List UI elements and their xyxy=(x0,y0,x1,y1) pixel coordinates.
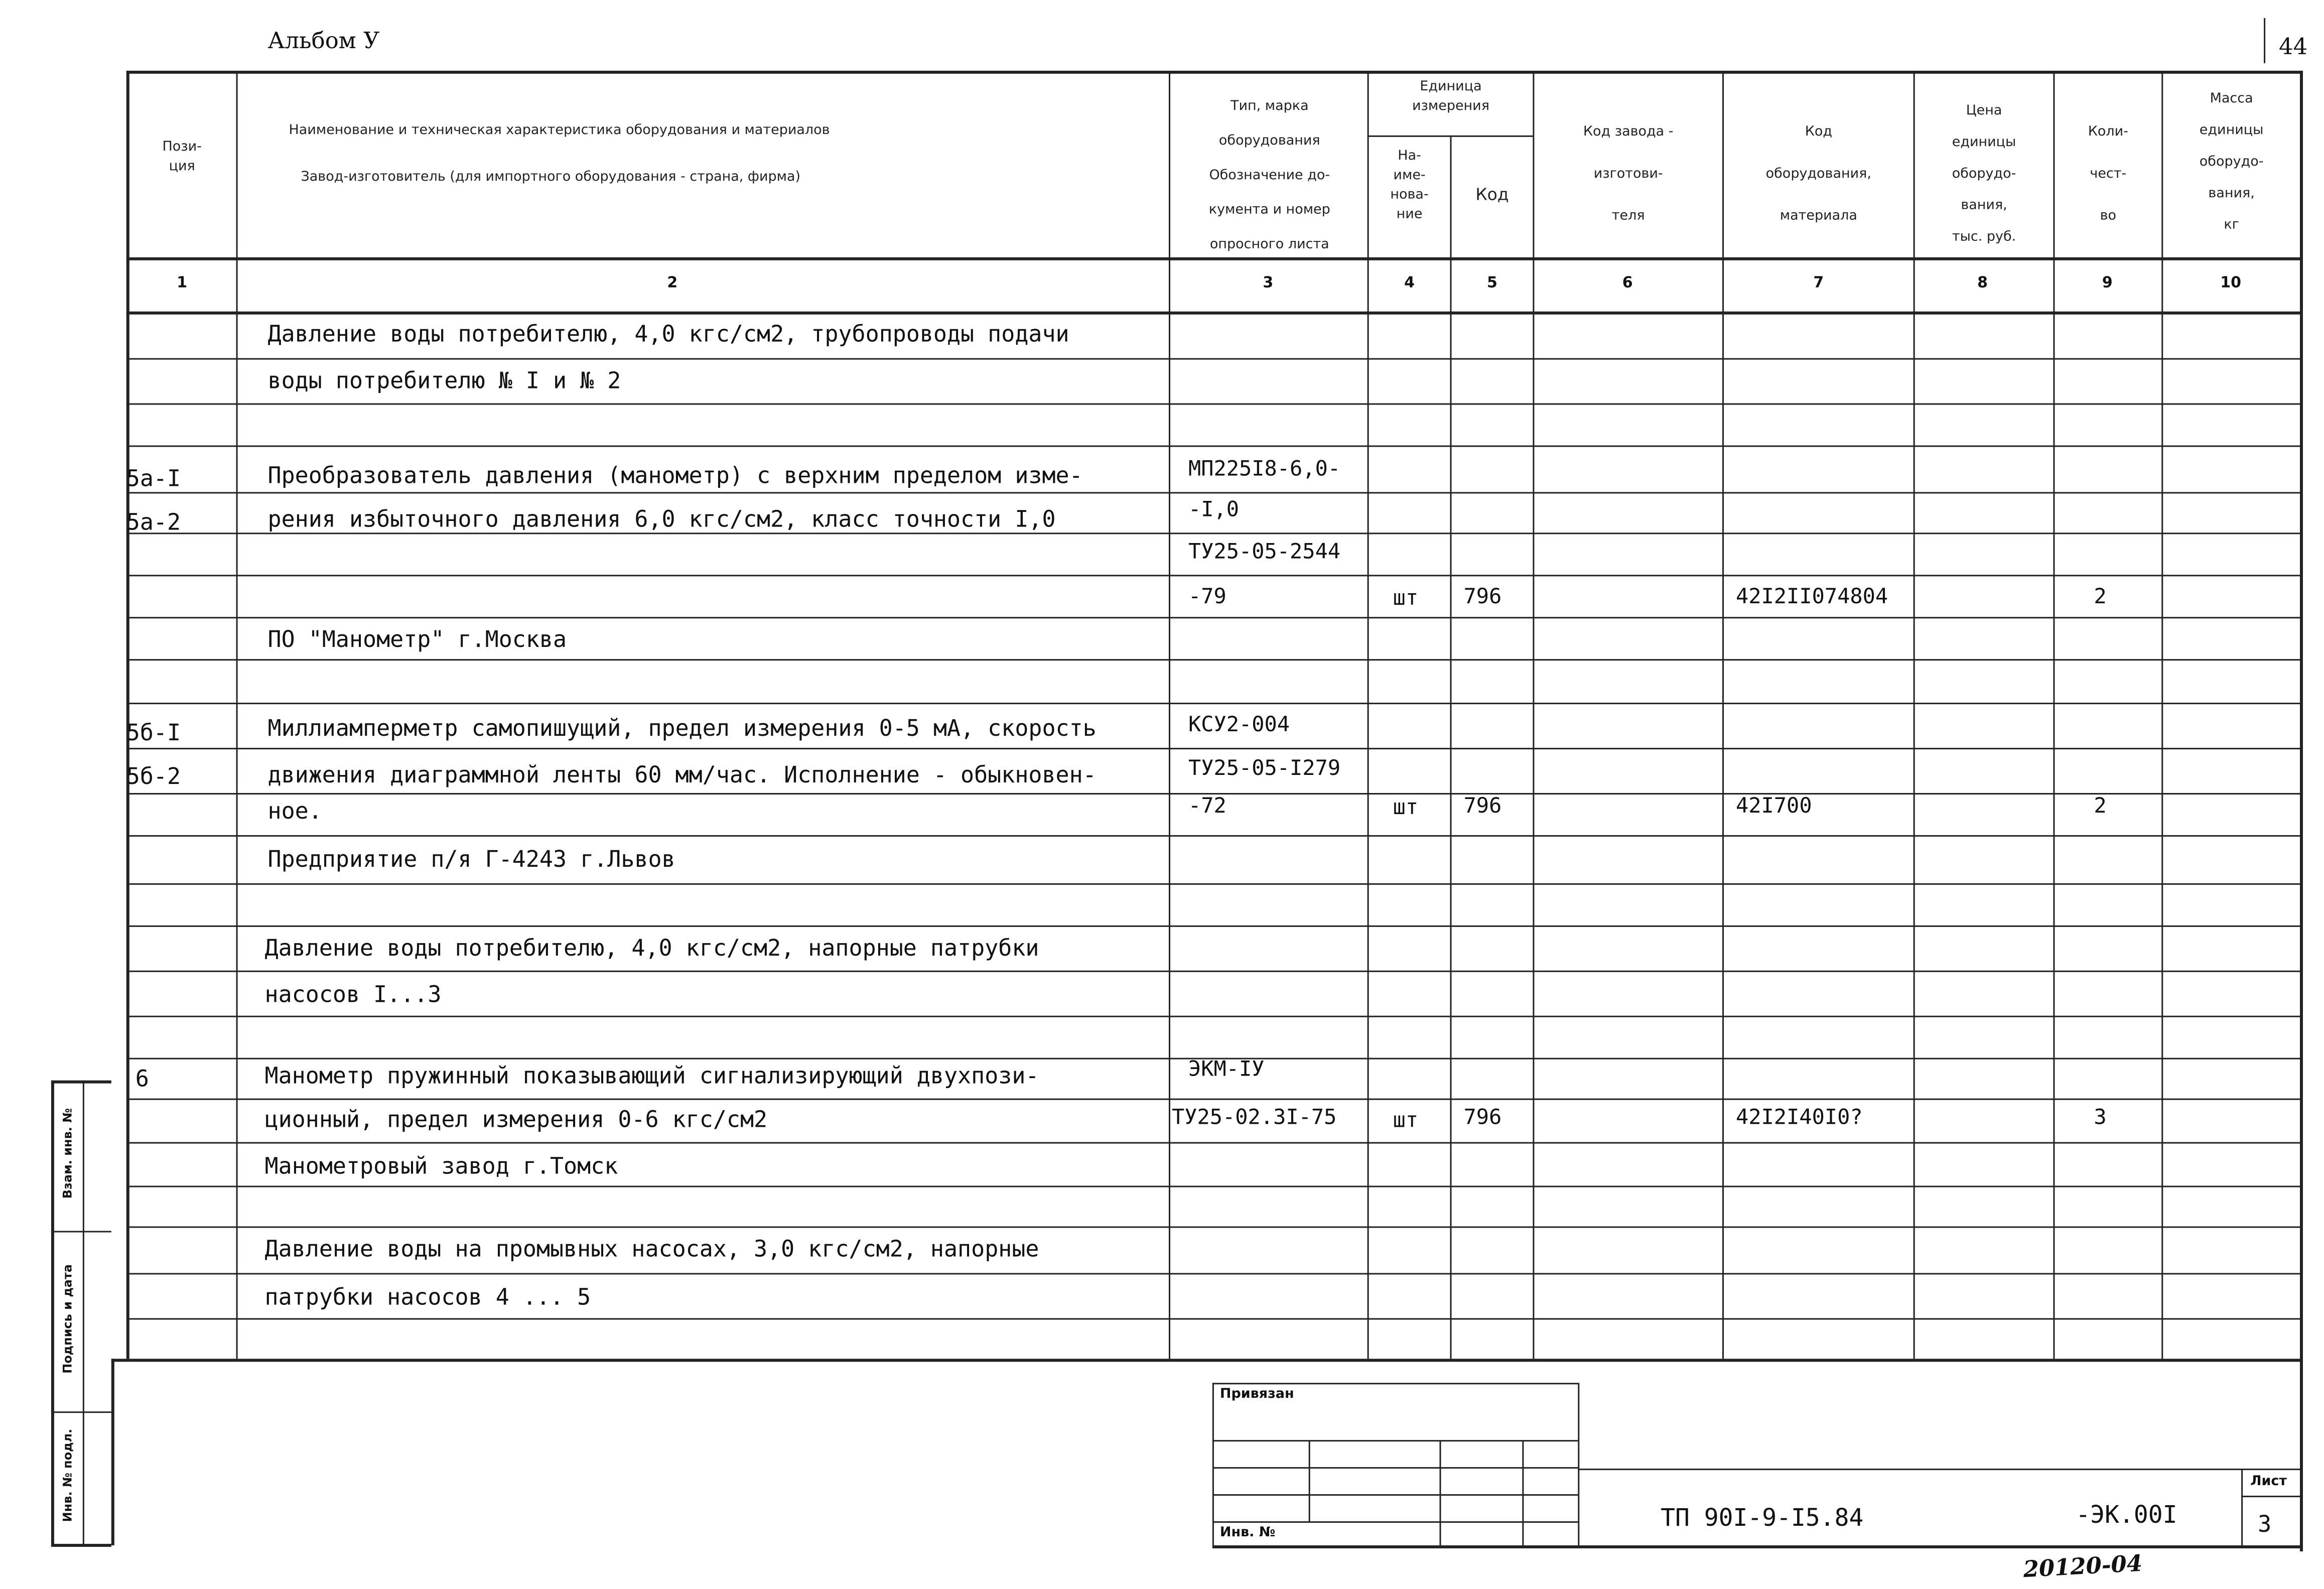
row-10-code: 796 xyxy=(1463,794,1502,819)
row-7-name: ПО "Манометр" г.Москва xyxy=(267,626,567,653)
sheet-label: Лист xyxy=(2250,1475,2287,1490)
album-label: Альбом У xyxy=(267,27,380,54)
row-3-type: МП225I8-6,0- xyxy=(1188,457,1341,482)
row-14-type: ЭКМ-IУ xyxy=(1188,1057,1265,1082)
header-position: Пози- ция xyxy=(162,140,202,175)
row-8-type: КСУ2-004 xyxy=(1188,713,1290,738)
row-15-code: 796 xyxy=(1463,1106,1502,1130)
column-number-7: 7 xyxy=(1813,275,1824,292)
row-15-name: ционный, предел измерения 0-6 кгс/см2 xyxy=(264,1106,768,1133)
row-8-name: Миллиамперметр самопишущий, предел измерения 0-5 мА, скорость xyxy=(267,715,1097,742)
sheet-code: -ЭК.00I xyxy=(2076,1500,2177,1529)
row-3-pos: 5а-I xyxy=(126,465,181,492)
row-14-pos: 6 xyxy=(135,1065,149,1093)
row-17-name: Давление воды на промывных насосах, 3,0 кгс/см2, напорные xyxy=(264,1235,1039,1263)
header-maker-code: Код завода - изготови- теля xyxy=(1583,124,1674,224)
row-15-equip-code: 42I2I40I0? xyxy=(1735,1106,1863,1130)
row-6-equip-code: 42I2II074804 xyxy=(1735,585,1888,610)
row-14-name: Манометр пружинный показывающий сигнализирующий двухпози- xyxy=(264,1062,1039,1090)
header-mass: Масса единицы оборудо- вания, кг xyxy=(2199,91,2264,233)
header-name-line1: Наименование и техническая характеристика оборудования и материалов xyxy=(289,123,830,139)
row-9-name: движения диаграммной ленты 60 мм/час. Исполнение - обыкновен- xyxy=(267,761,1097,789)
row-10-equip-code: 42I700 xyxy=(1735,794,1812,819)
row-16-name: Манометровый завод г.Томск xyxy=(264,1152,618,1180)
row-4-pos: 5а-2 xyxy=(126,508,181,536)
column-number-9: 9 xyxy=(2102,275,2113,292)
inventory-number-label: Инв. № xyxy=(1219,1526,1276,1541)
privyazan-label: Привязан xyxy=(1219,1387,1294,1403)
header-unit-code: Код xyxy=(1475,185,1509,205)
column-number-4: 4 xyxy=(1404,275,1415,292)
column-number-1: 1 xyxy=(177,275,188,292)
row-6-qty: 2 xyxy=(2094,585,2107,610)
side-stamp-replacement-inventory: Взам. инв. № xyxy=(61,1108,75,1199)
side-stamp-signature-date: Подпись и дата xyxy=(61,1264,75,1374)
handwritten-note: 20120-04 xyxy=(2022,1549,2143,1583)
row-4-type: -I,0 xyxy=(1188,498,1240,522)
header-quantity: Коли- чест- во xyxy=(2088,124,2128,224)
row-1-name: Давление воды потребителю, 4,0 кгс/см2, трубопроводы подачи xyxy=(267,320,1069,348)
row-6-type: -79 xyxy=(1188,585,1226,610)
header-price: Цена единицы оборудо- вания, тыс. руб. xyxy=(1952,103,2016,245)
side-stamp-inventory-original: Инв. № подл. xyxy=(61,1428,75,1522)
column-number-6: 6 xyxy=(1622,275,1633,292)
row-10-qty: 2 xyxy=(2094,794,2107,819)
row-10-name: ное. xyxy=(267,797,322,825)
document-code: ТП 90I-9-I5.84 xyxy=(1661,1503,1864,1532)
row-12-name: Давление воды потребителю, 4,0 кгс/см2, напорные патрубки xyxy=(264,934,1039,962)
column-number-8: 8 xyxy=(1977,275,1988,292)
row-3-name: Преобразователь давления (манометр) с верхним пределом изме- xyxy=(267,462,1083,489)
row-6-unit: шт xyxy=(1393,587,1419,611)
column-number-2: 2 xyxy=(667,275,678,292)
row-9-type: ТУ25-05-I279 xyxy=(1188,757,1341,781)
row-10-unit: шт xyxy=(1393,796,1419,820)
page-number: 44 xyxy=(2279,33,2308,60)
row-18-name: патрубки насосов 4 ... 5 xyxy=(264,1283,591,1311)
row-2-name: воды потребителю № I и № 2 xyxy=(267,367,621,394)
sheet-number: 3 xyxy=(2258,1511,2272,1538)
row-6-code: 796 xyxy=(1463,585,1502,610)
header-equip-code: Код оборудования, материала xyxy=(1765,124,1871,224)
row-15-qty: 3 xyxy=(2094,1106,2107,1130)
column-number-10: 10 xyxy=(2220,275,2241,292)
column-number-3: 3 xyxy=(1263,275,1274,292)
row-8-pos: 5б-I xyxy=(126,719,181,747)
row-5-type: ТУ25-05-2544 xyxy=(1188,540,1341,565)
header-name-line2: Завод-изготовитель (для импортного оборудования - страна, фирма) xyxy=(301,170,801,185)
column-number-5: 5 xyxy=(1486,275,1497,292)
row-13-name: насосов I...3 xyxy=(264,981,442,1008)
row-4-name: рения избыточного давления 6,0 кгс/см2, класс точности I,0 xyxy=(267,505,1056,533)
row-10-type: -72 xyxy=(1188,794,1226,819)
row-9-pos: 5б-2 xyxy=(126,763,181,790)
row-15-unit: шт xyxy=(1393,1109,1419,1133)
row-11-name: Предприятие п/я Г-4243 г.Львов xyxy=(267,845,675,873)
row-15-type: ТУ25-02.3I-75 xyxy=(1171,1106,1337,1130)
header-unit-name: На- име- нова- ние xyxy=(1390,149,1429,223)
header-type: Тип, марка оборудования Обозначение до- кумента и номер опросного листа xyxy=(1208,99,1330,253)
header-unit-group: Единица измерения xyxy=(1412,79,1489,114)
